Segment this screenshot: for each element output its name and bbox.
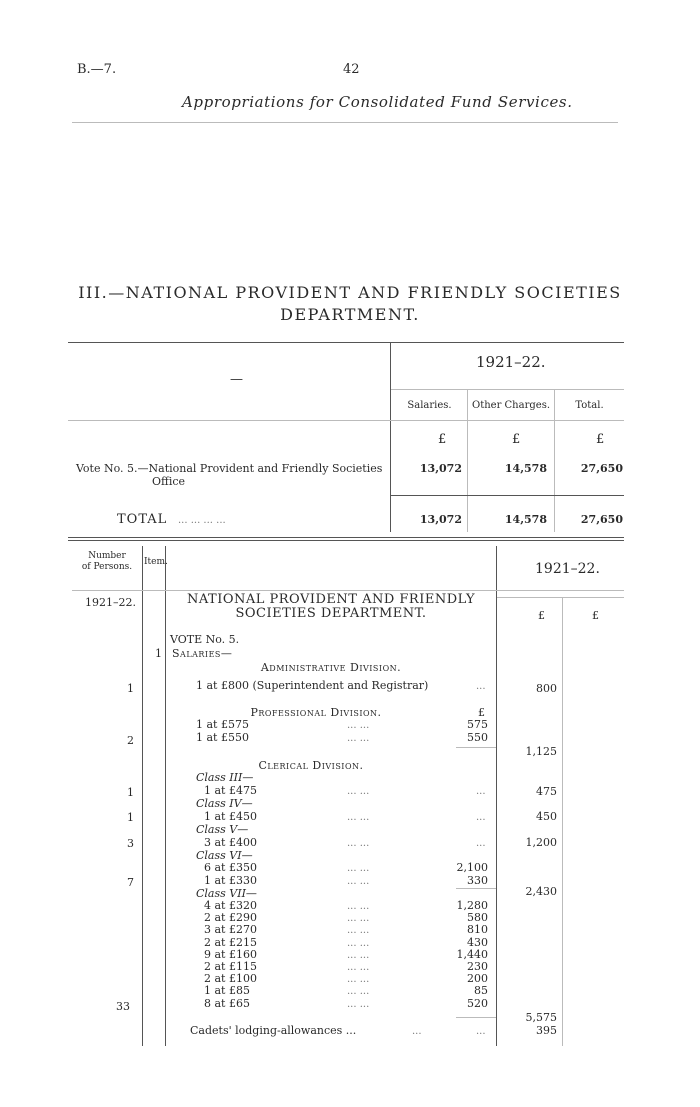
class6-line1-amount: 2,100 [456,861,488,874]
class4-line: 1 at £450 [204,810,257,823]
class6-persons: 7 [127,876,134,889]
class7-persons: 33 [116,1000,130,1013]
detail-year: 1921–22. [535,561,600,577]
class7-total: 5,575 [525,1011,557,1024]
total-salaries: 13,072 [419,513,462,526]
detail-header-rule [72,590,624,591]
dept-title-line2: SOCIETIES DEPARTMENT. [235,606,427,621]
col-number-of-persons [72,551,142,573]
class6-line1: 6 at £350 [204,861,257,874]
class3-amount: 475 [536,785,557,798]
class4-amount: 450 [536,810,557,823]
cadets-line: Cadets' lodging-allowances ... [190,1024,357,1037]
class7-row-amount: 430 [467,936,488,949]
class7-row-amount: 520 [467,997,488,1010]
class6-line2-amount: 330 [467,874,488,887]
class5-line: 3 at £400 [204,836,257,849]
summary-sum-rule [391,495,624,496]
cadets-dots: ... [412,1026,422,1037]
clerical-division: Clerical Division. [258,759,364,772]
prof-line2-amount: 550 [467,731,488,744]
header-rule [72,122,618,123]
prof-inner-currency: £ [478,706,485,719]
running-title: Appropriations for Consolidated Fund Services. [182,93,573,111]
class7-row-dots: ... ... [347,901,370,912]
class3-heading: Class III— [196,771,254,784]
detail-currency-1: £ [538,609,545,622]
summary-currency-2: £ [512,432,521,447]
section-title [0,283,700,324]
vote-total: 27,650 [580,462,623,475]
page-reference: B.—7. [77,62,117,77]
vote-other: 14,578 [504,462,547,475]
dept-title-line1: NATIONAL PROVIDENT AND FRIENDLY [186,592,476,607]
class5-dots-2: ... [476,838,486,849]
summary-col-divider [390,342,391,532]
summary-currency-1: £ [438,432,447,447]
class7-row-label: 2 at £215 [204,936,257,949]
class7-row-amount: 1,440 [456,948,488,961]
class7-row-dots: ... ... [347,925,370,936]
admin-dots: ... [476,681,486,692]
detail-col-persons [142,546,143,1046]
col-number-line1: Number [88,551,126,561]
class5-amount: 1,200 [525,836,557,849]
class3-persons: 1 [127,786,134,799]
class6-line2-dots: ... ... [347,876,370,887]
item-number: 1 [155,647,162,660]
total-dots: ... ... ... ... [178,515,226,526]
class7-row-dots: ... ... [347,999,370,1010]
class7-row-dots: ... ... [347,913,370,924]
class6-total: 2,430 [525,885,557,898]
summary-top-rule [68,342,624,343]
col-number-line2: of Persons. [81,562,133,572]
vote-heading: VOTE No. 5. [170,633,240,646]
class7-row-label: 3 at £270 [204,923,257,936]
class7-row-label: 8 at £65 [204,997,250,1010]
class7-sum-rule [456,1017,496,1018]
summary-year: 1921–22. [476,353,546,371]
summary-year-rule [391,389,624,390]
admin-line: 1 at £800 (Superintendent and Registrar) [196,679,429,692]
cadets-dots-2: ... [476,1026,486,1037]
summary-bottom-rule-2 [68,540,624,541]
detail-year-rule [497,597,624,598]
class7-row-dots: ... ... [347,950,370,961]
class7-row-amount: 810 [467,923,488,936]
class7-row-label: 1 at £85 [204,984,250,997]
section-title-line2: DEPARTMENT. [280,305,420,324]
class3-line: 1 at £475 [204,784,257,797]
summary-header-rule [68,420,624,421]
class7-row-label: 2 at £115 [204,960,257,973]
admin-amount: 800 [536,682,557,695]
summary-col-salaries: Salaries. [407,400,452,411]
class5-heading: Class V— [196,823,249,836]
admin-persons: 1 [127,682,134,695]
summary-bottom-rule [68,537,624,538]
class6-heading: Class VI— [196,849,253,862]
cadets-amount: 395 [536,1024,557,1037]
class7-row-amount: 1,280 [456,899,488,912]
section-title-line1: III.—NATIONAL PROVIDENT AND FRIENDLY SOCIETIES [78,283,622,302]
summary-col-total: Total. [575,400,604,411]
class7-row-label: 9 at £160 [204,948,257,961]
detail-col-desc [496,546,497,1046]
summary-col-div-2 [467,390,468,532]
summary-dash: — [230,372,243,387]
left-year: 1921–22. [85,596,136,609]
salaries-heading: Salaries— [172,647,233,660]
class4-heading: Class IV— [196,797,253,810]
class4-persons: 1 [127,811,134,824]
class7-row-amount: 580 [467,911,488,924]
total-label: TOTAL [117,512,168,527]
prof-line1-amount: 575 [467,718,488,731]
prof-persons: 2 [127,734,134,747]
class4-dots: ... ... [347,812,370,823]
class7-row-amount: 230 [467,960,488,973]
class6-line1-dots: ... ... [347,863,370,874]
class7-row-amount: 85 [474,984,488,997]
class7-row-label: 4 at £320 [204,899,257,912]
prof-line1-dots: ... ... [347,720,370,731]
class3-dots: ... ... [347,786,370,797]
class7-row-amount: 200 [467,972,488,985]
page-number: 42 [343,62,360,77]
total-total: 27,650 [580,513,623,526]
prof-line1: 1 at £575 [196,718,249,731]
prof-sum-rule [456,747,496,748]
class6-line2: 1 at £330 [204,874,257,887]
vote-description-line1: Vote No. 5.—National Provident and Friendly Societies [76,462,383,475]
summary-col-div-3 [554,390,555,532]
admin-division: Administrative Division. [260,661,402,674]
class7-row-label: 2 at £100 [204,972,257,985]
class7-heading: Class VII— [196,887,257,900]
class3-dots-2: ... [476,786,486,797]
detail-col-amount [562,597,563,1046]
prof-line2: 1 at £550 [196,731,249,744]
detail-currency-2: £ [592,609,599,622]
class4-dots-2: ... [476,812,486,823]
class6-sum-rule [456,888,496,889]
summary-col-other: Other Charges. [472,400,550,411]
class5-persons: 3 [127,837,134,850]
professional-division: Professional Division. [250,706,382,719]
vote-salaries: 13,072 [419,462,462,475]
total-other: 14,578 [504,513,547,526]
prof-total: 1,125 [525,745,557,758]
class7-row-dots: ... ... [347,938,370,949]
class7-row-label: 2 at £290 [204,911,257,924]
summary-currency-3: £ [596,432,605,447]
vote-description-line2: Office [152,475,186,488]
class7-row-dots: ... ... [347,986,370,997]
prof-line2-dots: ... ... [347,733,370,744]
detail-col-item [165,546,166,1046]
col-item: Item. [144,557,168,567]
class7-row-dots: ... ... [347,962,370,973]
class7-row-dots: ... ... [347,974,370,985]
class5-dots: ... ... [347,838,370,849]
